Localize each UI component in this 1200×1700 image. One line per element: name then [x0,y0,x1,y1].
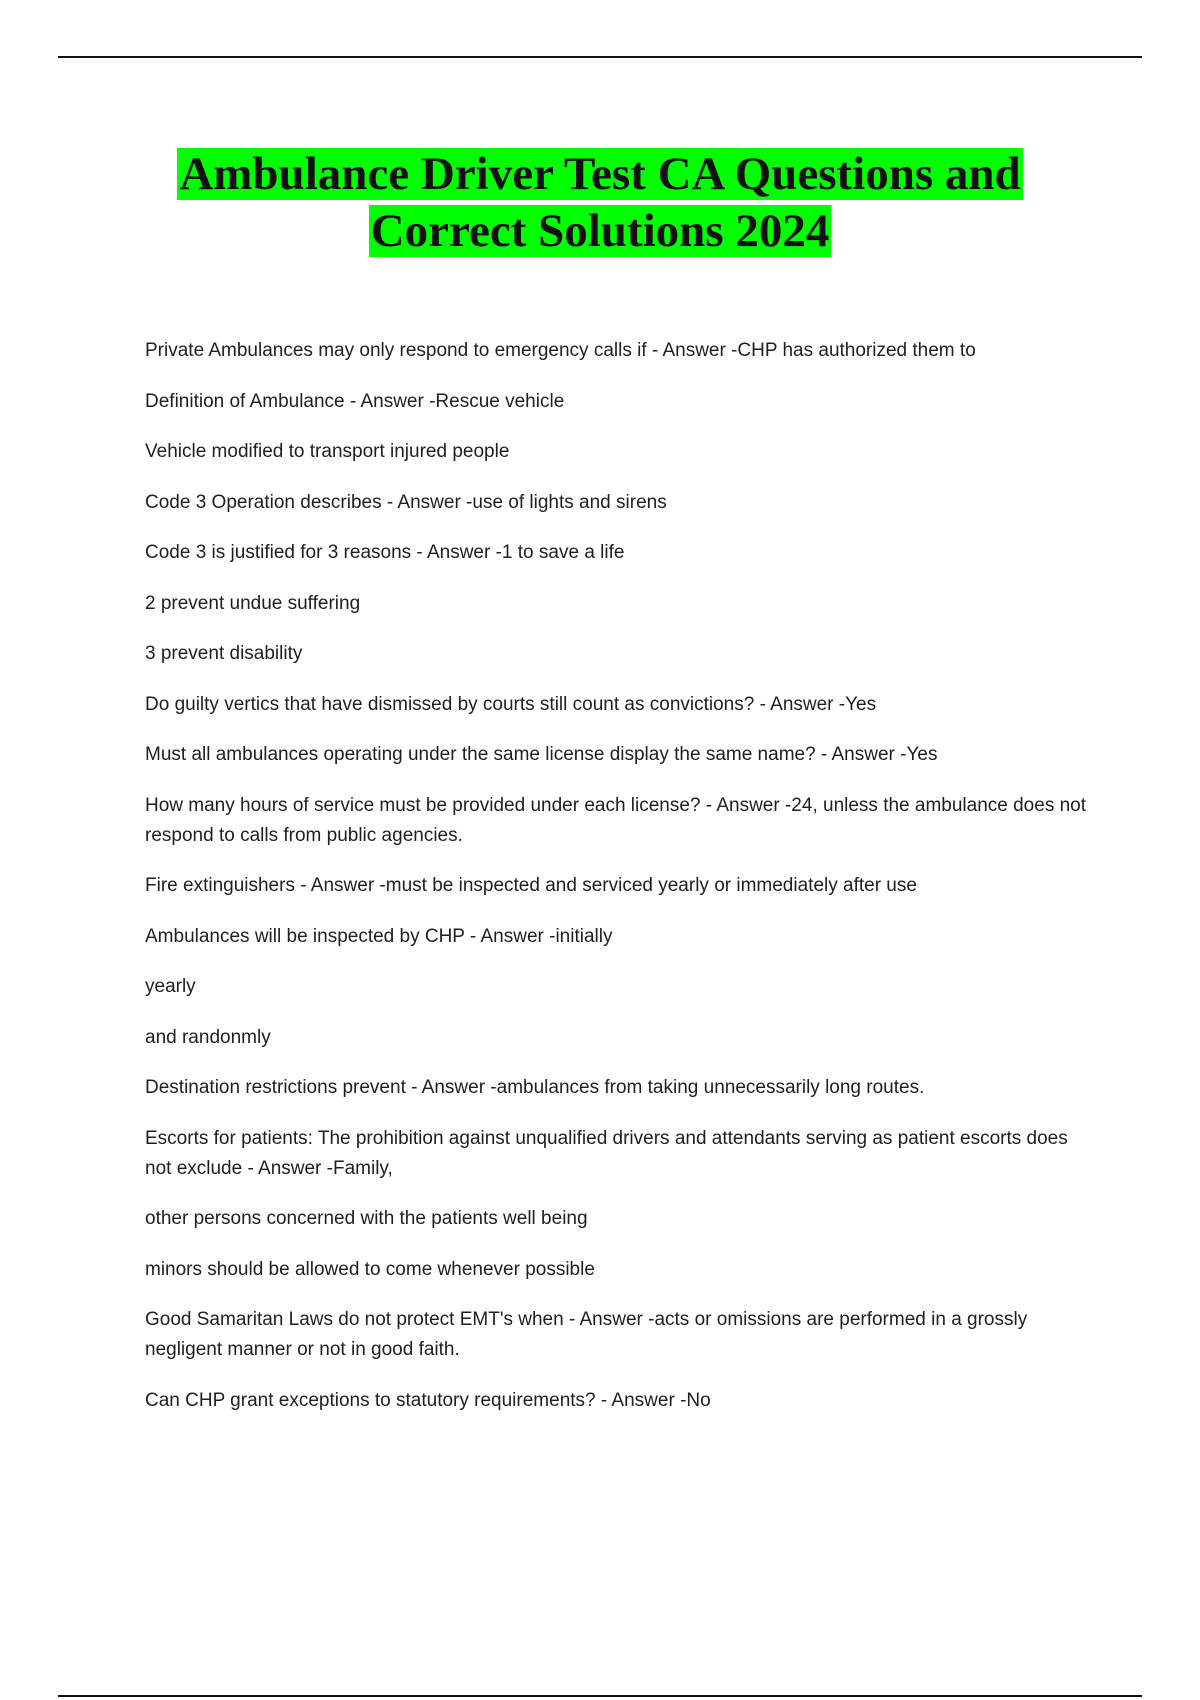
qa-paragraph: Destination restrictions prevent - Answer -ambulances from taking unnecessarily long routes. [145,1077,925,1098]
qa-paragraph: Code 3 Operation describes - Answer -use of lights and sirens [145,491,667,513]
qa-paragraph: How many hours of service must be provided under each license? - Answer -24, unless the ambulance does not respond to calls from public agencies. [145,794,1087,846]
document-title [0,146,1200,260]
qa-paragraph: 2 prevent undue suffering [145,592,361,614]
top-divider [58,56,1142,58]
qa-paragraph: and randonmly [145,1026,271,1048]
qa-paragraph: Code 3 is justified for 3 reasons - Answer -1 to save a life [145,542,625,563]
bottom-divider [58,1695,1142,1697]
qa-paragraph: Vehicle modified to transport injured people [145,441,510,462]
qa-paragraph: other persons concerned with the patients well being [145,1208,588,1229]
qa-paragraph: 3 prevent disability [145,643,303,664]
title-highlight-2: Correct Solutions 2024 [370,205,830,257]
qa-paragraph: Good Samaritan Laws do not protect EMT's when - Answer -acts or omissions are performed in a grossly negligent manner or not in good faith. [145,1309,1028,1360]
qa-paragraph: minors should be allowed to come whenever possible [145,1258,595,1280]
title-line-1 [0,146,1200,203]
qa-paragraph: Can CHP grant exceptions to statutory requirements? - Answer -No [145,1389,711,1411]
qa-paragraph: Must all ambulances operating under the same license display the same name? - Answer -Yes [145,744,938,765]
qa-paragraph: Definition of Ambulance - Answer -Rescue vehicle [145,390,565,412]
qa-paragraph: Do guilty vertics that have dismissed by courts still count as convictions? - Answer -Yes [145,693,877,715]
qa-list [145,336,1095,1436]
qa-paragraph: Ambulances will be inspected by CHP - Answer -initially [145,925,613,947]
qa-paragraph: Escorts for patients: The prohibition against unqualified drivers and attendants serving as patient escorts does not exclude - Answer -Family, [145,1127,1068,1179]
title-line-2 [0,203,1200,260]
qa-paragraph: yearly [145,976,196,997]
title-highlight-1: Ambulance Driver Test CA Questions and [179,148,1021,200]
qa-paragraph: Private Ambulances may only respond to emergency calls if - Answer -CHP has authorized them to [145,340,976,361]
qa-paragraph: Fire extinguishers - Answer -must be inspected and serviced yearly or immediately after use [145,875,917,896]
